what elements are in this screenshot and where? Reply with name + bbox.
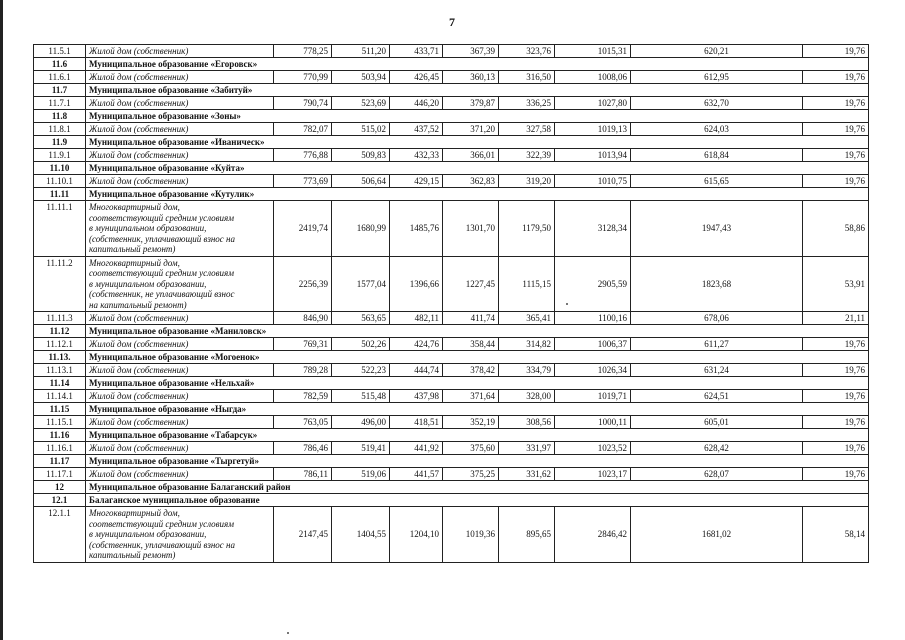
table-row — [34, 390, 869, 403]
value-cell: 628,07 — [631, 468, 803, 481]
description-line: Многоквартирный дом, — [89, 257, 180, 268]
table-row — [34, 442, 869, 455]
table-row — [34, 71, 869, 84]
table-row — [34, 338, 869, 351]
value-cell: 371,20 — [443, 123, 499, 136]
value-cell: 1019,71 — [555, 390, 631, 403]
section-row — [34, 136, 869, 149]
row-description — [86, 312, 274, 325]
section-title: Муниципальное образование «Егоровск» — [86, 58, 869, 71]
value-cell: 1000,11 — [555, 416, 631, 429]
description-line: Жилой дом (собственник) — [89, 175, 189, 186]
value-cell: 1013,94 — [555, 149, 631, 162]
value-cell: 1023,17 — [555, 468, 631, 481]
value-cell: 308,56 — [499, 416, 555, 429]
value-cell: 19,76 — [803, 442, 869, 455]
row-code: 11.11.3 — [34, 312, 86, 325]
value-cell: 624,51 — [631, 390, 803, 403]
value-cell: 611,27 — [631, 338, 803, 351]
value-cell: 437,98 — [390, 390, 443, 403]
value-cell: 1485,76 — [390, 201, 443, 257]
description-line: Жилой дом (собственник) — [89, 390, 189, 401]
section-row — [34, 494, 869, 507]
description-line: в муниципальном образовании, — [89, 223, 207, 233]
value-cell: 19,76 — [803, 175, 869, 188]
value-cell: 19,76 — [803, 123, 869, 136]
row-code: 11.6.1 — [34, 71, 86, 84]
value-cell: 1204,10 — [390, 507, 443, 563]
section-title: Муниципальное образование «Ныгда» — [86, 403, 869, 416]
value-cell: 53,91 — [803, 256, 869, 312]
row-code: 11.16 — [34, 429, 86, 442]
row-description — [86, 442, 274, 455]
row-description — [86, 364, 274, 377]
value-cell: 360,13 — [443, 71, 499, 84]
value-cell: 482,11 — [390, 312, 443, 325]
row-description — [86, 390, 274, 403]
value-cell: 437,52 — [390, 123, 443, 136]
row-code: 11.17 — [34, 455, 86, 468]
value-cell: 895,65 — [499, 507, 555, 563]
description-line: на капитальный ремонт) — [89, 299, 187, 310]
value-cell: 773,69 — [274, 175, 332, 188]
value-cell: 429,15 — [390, 175, 443, 188]
value-cell: 365,41 — [499, 312, 555, 325]
value-cell: 441,92 — [390, 442, 443, 455]
row-code: 11.5.1 — [34, 45, 86, 58]
value-cell: 1680,99 — [332, 201, 390, 257]
section-row — [34, 403, 869, 416]
value-cell: 519,06 — [332, 468, 390, 481]
value-cell: 433,71 — [390, 45, 443, 58]
section-row — [34, 481, 869, 494]
value-cell: 19,76 — [803, 71, 869, 84]
table-row — [34, 175, 869, 188]
row-code: 12.1 — [34, 494, 86, 507]
value-cell: 58,86 — [803, 201, 869, 257]
value-cell: 1100,16 — [555, 312, 631, 325]
row-description — [86, 123, 274, 136]
description-line: Жилой дом (собственник) — [89, 149, 189, 160]
section-title: Муниципальное образование «Маниловск» — [86, 325, 869, 338]
description-line: Жилой дом (собственник) — [89, 97, 189, 108]
section-row — [34, 188, 869, 201]
row-code: 11.15.1 — [34, 416, 86, 429]
value-cell: 618,84 — [631, 149, 803, 162]
value-cell: 316,50 — [499, 71, 555, 84]
value-cell: 371,64 — [443, 390, 499, 403]
section-title: Муниципальное образование «Куйта» — [86, 162, 869, 175]
value-cell: 1301,70 — [443, 201, 499, 257]
description-line: Жилой дом (собственник) — [89, 45, 189, 56]
value-cell: 1019,13 — [555, 123, 631, 136]
value-cell: 628,42 — [631, 442, 803, 455]
section-title: Муниципальное образование «Тыргетуй» — [86, 455, 869, 468]
value-cell: 786,11 — [274, 468, 332, 481]
value-cell: 58,14 — [803, 507, 869, 563]
row-code: 11.6 — [34, 58, 86, 71]
row-description — [86, 201, 274, 257]
row-description — [86, 256, 274, 312]
value-cell: 328,00 — [499, 390, 555, 403]
value-cell: 319,20 — [499, 175, 555, 188]
value-cell: 515,48 — [332, 390, 390, 403]
value-cell: 790,74 — [274, 97, 332, 110]
value-cell: 2256,39 — [274, 256, 332, 312]
section-row — [34, 455, 869, 468]
value-cell: 782,59 — [274, 390, 332, 403]
row-code: 11.16.1 — [34, 442, 86, 455]
value-cell: 2147,45 — [274, 507, 332, 563]
row-description — [86, 71, 274, 84]
section-row — [34, 377, 869, 390]
description-line: капитальный ремонт) — [89, 550, 176, 560]
description-line: Жилой дом (собственник) — [89, 338, 189, 349]
value-cell: 1008,06 — [555, 71, 631, 84]
value-cell: 1115,15 — [499, 256, 555, 312]
value-cell: 789,28 — [274, 364, 332, 377]
scan-speck — [287, 632, 289, 634]
value-cell: 1404,55 — [332, 507, 390, 563]
value-cell: 678,06 — [631, 312, 803, 325]
value-cell: 1577,04 — [332, 256, 390, 312]
table-row — [34, 507, 869, 563]
section-title: Муниципальное образование «Зоны» — [86, 110, 869, 123]
row-description — [86, 45, 274, 58]
table-row — [34, 364, 869, 377]
section-row — [34, 351, 869, 364]
table-row — [34, 468, 869, 481]
value-cell: 362,83 — [443, 175, 499, 188]
row-description — [86, 97, 274, 110]
description-line: капитальный ремонт) — [89, 244, 176, 254]
row-code: 12.1.1 — [34, 507, 86, 563]
value-cell: 426,45 — [390, 71, 443, 84]
value-cell: 2905,59 — [555, 256, 631, 312]
value-cell: 503,94 — [332, 71, 390, 84]
value-cell: 375,60 — [443, 442, 499, 455]
value-cell: 1027,80 — [555, 97, 631, 110]
value-cell: 432,33 — [390, 149, 443, 162]
row-code: 11.8 — [34, 110, 86, 123]
row-code: 11.17.1 — [34, 468, 86, 481]
value-cell: 375,25 — [443, 468, 499, 481]
value-cell: 1023,52 — [555, 442, 631, 455]
row-description — [86, 416, 274, 429]
value-cell: 511,20 — [332, 45, 390, 58]
value-cell: 631,24 — [631, 364, 803, 377]
table-row — [34, 97, 869, 110]
value-cell: 327,58 — [499, 123, 555, 136]
value-cell: 441,57 — [390, 468, 443, 481]
description-line: Жилой дом (собственник) — [89, 71, 189, 82]
description-line: в муниципальном образовании, — [89, 278, 207, 289]
value-cell: 632,70 — [631, 97, 803, 110]
description-line: (собственник, уплачивающий взнос на — [89, 233, 236, 244]
row-code: 11.14.1 — [34, 390, 86, 403]
value-cell: 323,76 — [499, 45, 555, 58]
value-cell: 19,76 — [803, 416, 869, 429]
table-row — [34, 123, 869, 136]
value-cell: 1947,43 — [631, 201, 803, 257]
table-row — [34, 45, 869, 58]
table-row — [34, 416, 869, 429]
value-cell: 2419,74 — [274, 201, 332, 257]
row-code: 11.11.1 — [34, 201, 86, 257]
page-left-edge — [0, 0, 3, 640]
value-cell: 519,41 — [332, 442, 390, 455]
row-code: 11.7.1 — [34, 97, 86, 110]
value-cell: 1179,50 — [499, 201, 555, 257]
row-code: 11.9 — [34, 136, 86, 149]
value-cell: 411,74 — [443, 312, 499, 325]
section-title: Муниципальное образование «Кутулик» — [86, 188, 869, 201]
row-code: 11.7 — [34, 84, 86, 97]
row-code: 11.15 — [34, 403, 86, 416]
value-cell: 19,76 — [803, 149, 869, 162]
row-description — [86, 149, 274, 162]
section-row — [34, 84, 869, 97]
tariff-table — [33, 44, 869, 563]
table-row — [34, 312, 869, 325]
value-cell: 379,87 — [443, 97, 499, 110]
description-line: соответствующий средним условиям — [89, 268, 234, 278]
row-description — [86, 175, 274, 188]
table-row — [34, 201, 869, 257]
value-cell: 19,76 — [803, 97, 869, 110]
value-cell: 3128,34 — [555, 201, 631, 257]
section-title: Муниципальное образование «Забитуй» — [86, 84, 869, 97]
value-cell: 770,99 — [274, 71, 332, 84]
row-code: 11.10 — [34, 162, 86, 175]
row-code: 11.12 — [34, 325, 86, 338]
value-cell: 1010,75 — [555, 175, 631, 188]
row-code: 12 — [34, 481, 86, 494]
section-title: Муниципальное образование «Табарсук» — [86, 429, 869, 442]
description-line: Жилой дом (собственник) — [89, 416, 189, 427]
value-cell: 2846,42 — [555, 507, 631, 563]
value-cell: 776,88 — [274, 149, 332, 162]
value-cell: 378,42 — [443, 364, 499, 377]
value-cell: 19,76 — [803, 338, 869, 351]
section-title: Муниципальное образование «Нельхай» — [86, 377, 869, 390]
value-cell: 782,07 — [274, 123, 332, 136]
value-cell: 620,21 — [631, 45, 803, 58]
value-cell: 367,39 — [443, 45, 499, 58]
section-row — [34, 429, 869, 442]
value-cell: 1006,37 — [555, 338, 631, 351]
value-cell: 418,51 — [390, 416, 443, 429]
section-row — [34, 325, 869, 338]
description-line: Многоквартирный дом, — [89, 508, 180, 518]
value-cell: 334,79 — [499, 364, 555, 377]
row-code: 11.11 — [34, 188, 86, 201]
value-cell: 366,01 — [443, 149, 499, 162]
section-title: Муниципальное образование «Иваническ» — [86, 136, 869, 149]
scan-speck — [566, 303, 568, 305]
description-line: соответствующий средним условиям — [89, 212, 234, 223]
value-cell: 515,02 — [332, 123, 390, 136]
value-cell: 846,90 — [274, 312, 332, 325]
value-cell: 1681,02 — [631, 507, 803, 563]
value-cell: 314,82 — [499, 338, 555, 351]
value-cell: 509,83 — [332, 149, 390, 162]
description-line: Жилой дом (собственник) — [89, 468, 189, 479]
description-line: в муниципальном образовании, — [89, 529, 207, 539]
value-cell: 615,65 — [631, 175, 803, 188]
value-cell: 605,01 — [631, 416, 803, 429]
value-cell: 331,97 — [499, 442, 555, 455]
value-cell: 612,95 — [631, 71, 803, 84]
value-cell: 523,69 — [332, 97, 390, 110]
section-row — [34, 162, 869, 175]
value-cell: 1019,36 — [443, 507, 499, 563]
description-line: Жилой дом (собственник) — [89, 312, 189, 323]
value-cell: 1026,34 — [555, 364, 631, 377]
value-cell: 21,11 — [803, 312, 869, 325]
table-row — [34, 149, 869, 162]
row-code: 11.12.1 — [34, 338, 86, 351]
value-cell: 763,05 — [274, 416, 332, 429]
value-cell: 331,62 — [499, 468, 555, 481]
value-cell: 522,23 — [332, 364, 390, 377]
value-cell: 778,25 — [274, 45, 332, 58]
row-code: 11.8.1 — [34, 123, 86, 136]
value-cell: 336,25 — [499, 97, 555, 110]
row-code: 11.9.1 — [34, 149, 86, 162]
value-cell: 352,19 — [443, 416, 499, 429]
row-code: 11.11.2 — [34, 256, 86, 312]
description-line: Жилой дом (собственник) — [89, 442, 189, 453]
section-row — [34, 58, 869, 71]
value-cell: 563,65 — [332, 312, 390, 325]
value-cell: 444,74 — [390, 364, 443, 377]
value-cell: 358,44 — [443, 338, 499, 351]
section-title: Балаганское муниципальное образование — [86, 494, 869, 507]
row-description — [86, 507, 274, 563]
value-cell: 322,39 — [499, 149, 555, 162]
value-cell: 1823,68 — [631, 256, 803, 312]
value-cell: 424,76 — [390, 338, 443, 351]
value-cell: 502,26 — [332, 338, 390, 351]
value-cell: 1227,45 — [443, 256, 499, 312]
value-cell: 19,76 — [803, 364, 869, 377]
row-code: 11.10.1 — [34, 175, 86, 188]
value-cell: 786,46 — [274, 442, 332, 455]
description-line: Многоквартирный дом, — [89, 202, 180, 212]
description-line: Жилой дом (собственник) — [89, 123, 189, 134]
row-description — [86, 338, 274, 351]
section-title: Муниципальное образование «Могоенок» — [86, 351, 869, 364]
row-code: 11.13.1 — [34, 364, 86, 377]
value-cell: 496,00 — [332, 416, 390, 429]
value-cell: 19,76 — [803, 468, 869, 481]
section-title: Муниципальное образование Балаганский район — [86, 481, 869, 494]
value-cell: 19,76 — [803, 390, 869, 403]
value-cell: 1015,31 — [555, 45, 631, 58]
value-cell: 624,03 — [631, 123, 803, 136]
page-number: 7 — [449, 15, 455, 29]
value-cell: 769,31 — [274, 338, 332, 351]
value-cell: 19,76 — [803, 45, 869, 58]
value-cell: 446,20 — [390, 97, 443, 110]
row-code: 11.13. — [34, 351, 86, 364]
description-line: соответствующий средним условиям — [89, 518, 234, 529]
row-code: 11.14 — [34, 377, 86, 390]
table-row — [34, 256, 869, 312]
value-cell: 1396,66 — [390, 256, 443, 312]
description-line: Жилой дом (собственник) — [89, 364, 189, 375]
section-row — [34, 110, 869, 123]
value-cell: 506,64 — [332, 175, 390, 188]
description-line: (собственник, не уплачивающий взнос — [89, 289, 235, 299]
row-description — [86, 468, 274, 481]
description-line: (собственник, уплачивающий взнос на — [89, 539, 236, 550]
